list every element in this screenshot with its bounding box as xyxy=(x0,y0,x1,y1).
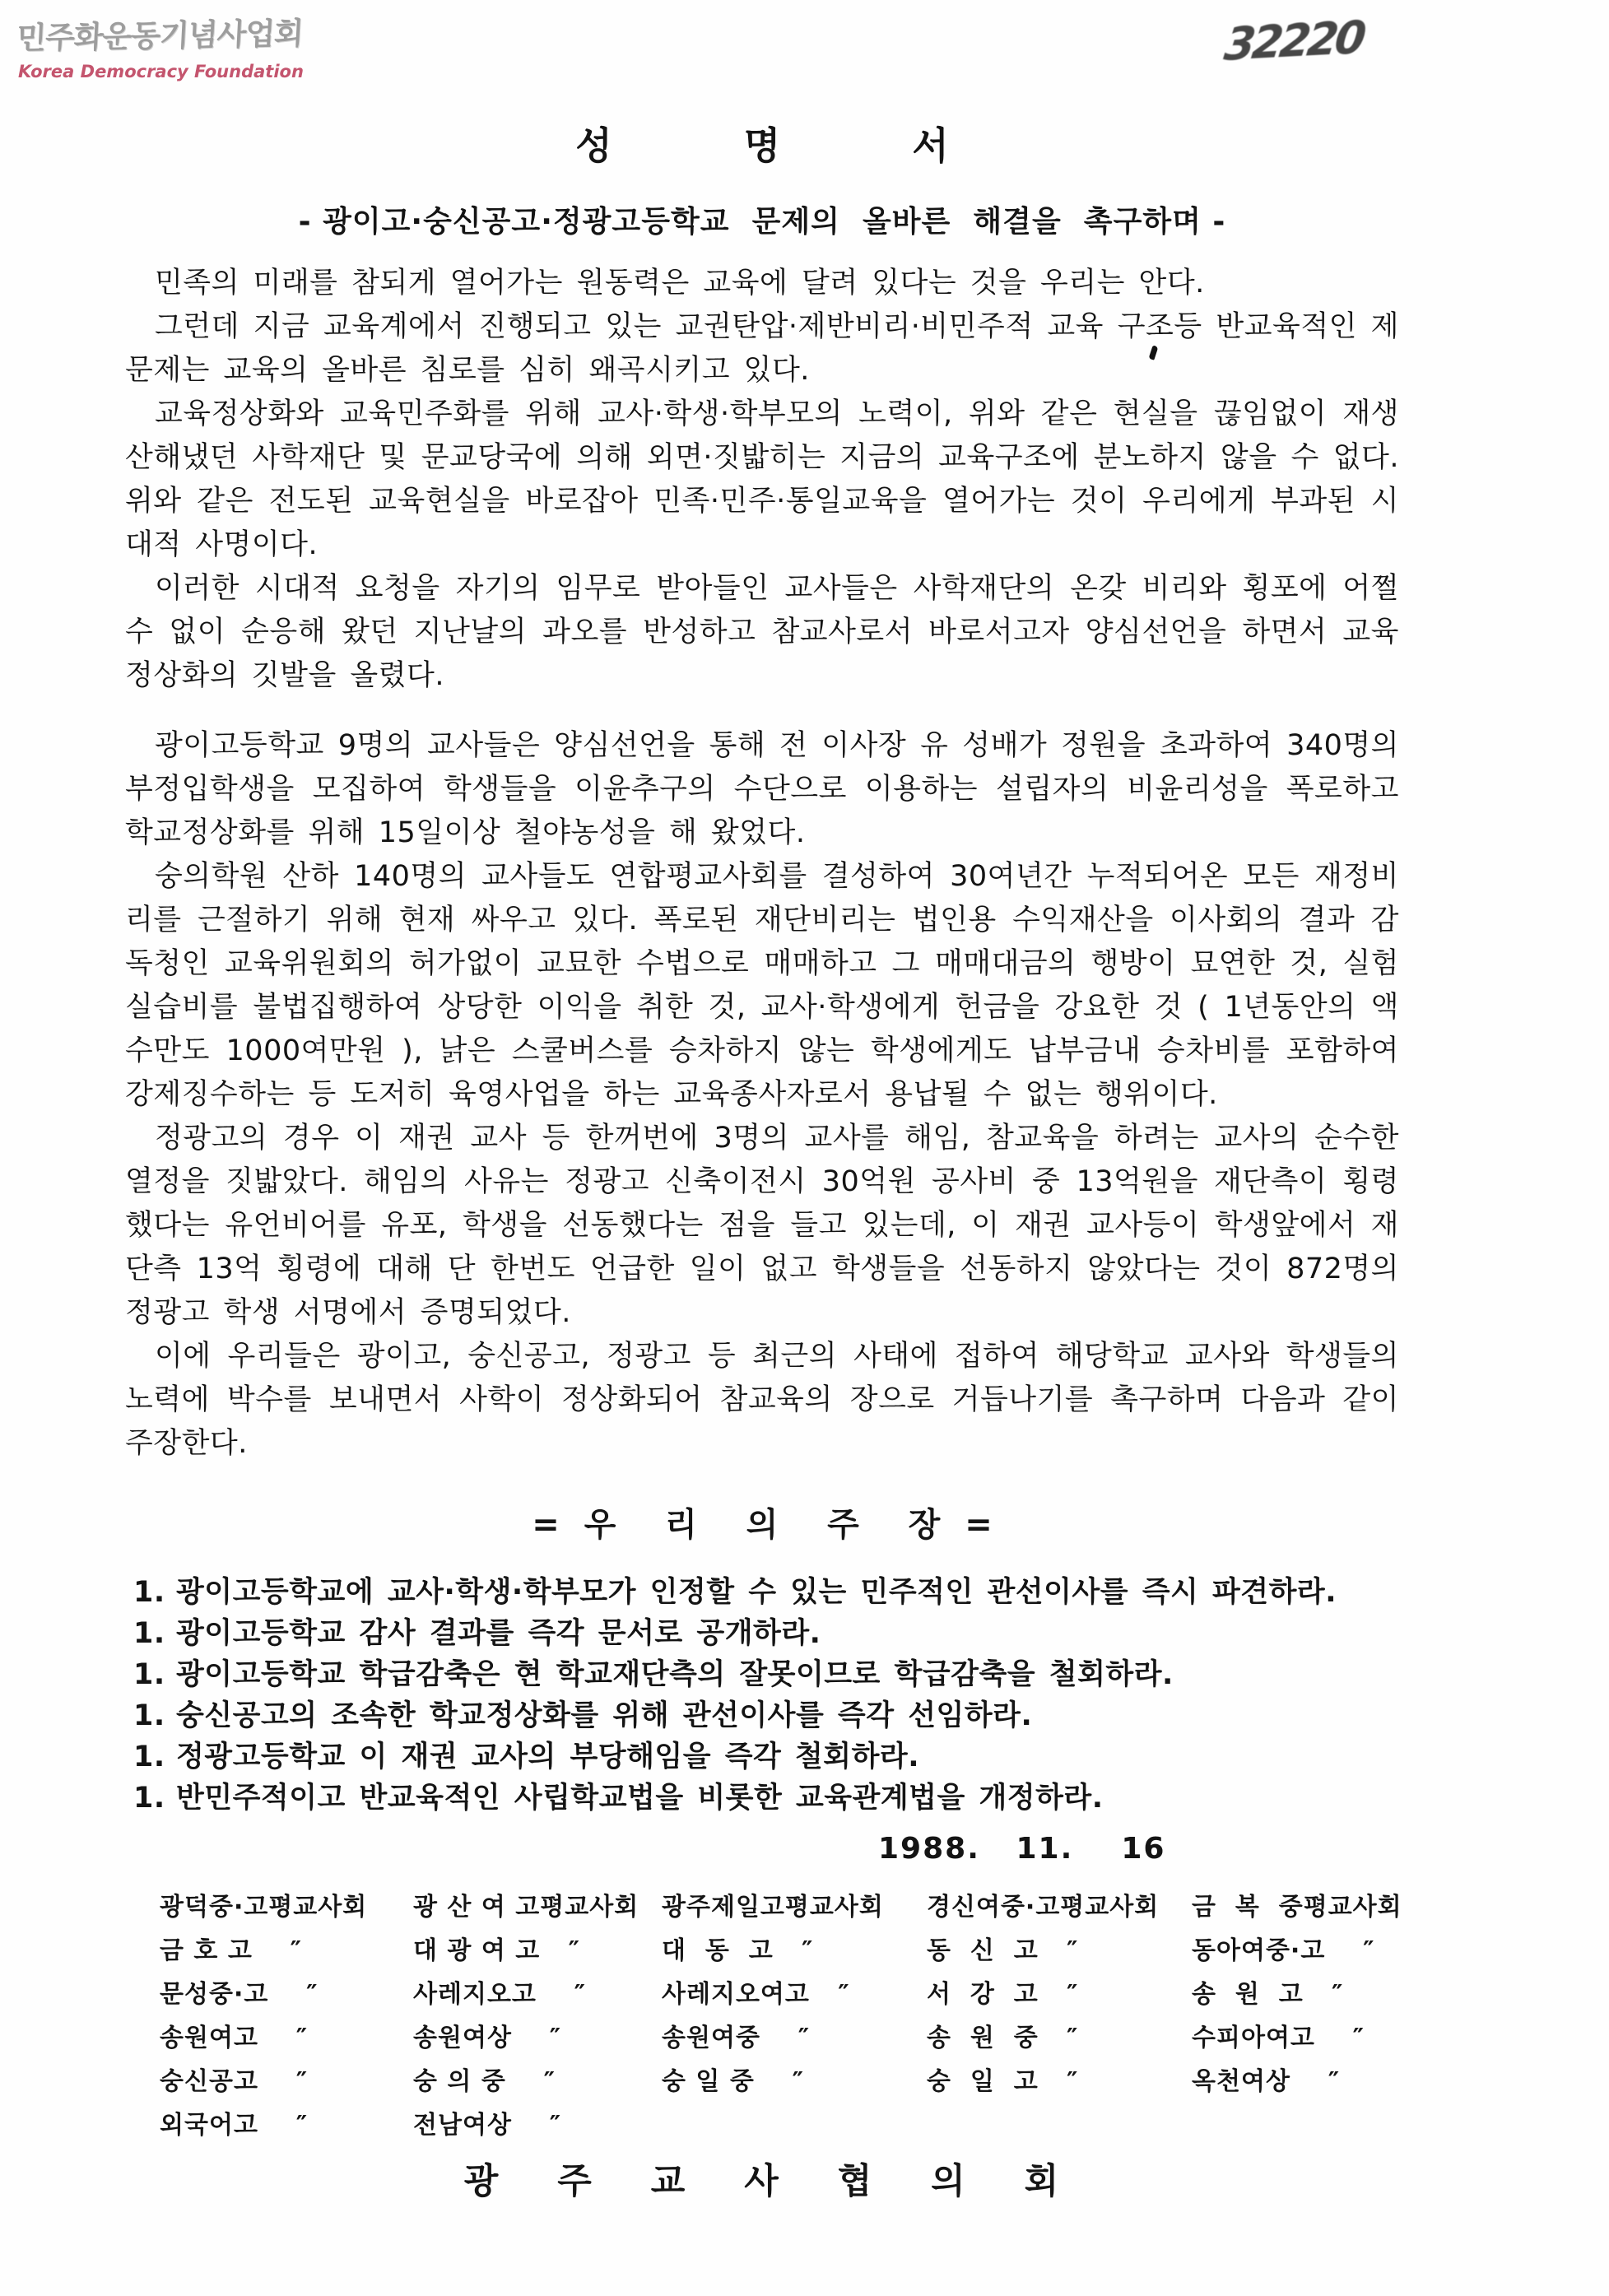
claim-text: 광이고등학교 학급감축은 현 학교재단측의 잘못이므로 학급감축을 철회하라. xyxy=(176,1658,1174,1692)
claim-text: 숭신공고의 조속한 학교정상화를 위해 관선이사를 즉각 선임하라. xyxy=(176,1699,1033,1733)
signatory-cell: 사레지오여고 ″ xyxy=(662,1980,850,2010)
paragraph: 숭의학원 산하 140명의 교사들도 연합평교사회를 결성하여 30여년간 누적되어온 모든 재정비리를 근절하기 위해 현재 싸우고 있다. 폭로된 재단비리는 법인용 수익재산을 이사회의 결과 감독청인 교육위원회의 허가없이 교묘한 수법으로 매매하고 그 매매대금의 행방이 묘연한 것, 실험실습비를 불법집행하여 상당한 이익을 취한 것, 교사·학생에게 헌금을 강요한 것 ( 1년동안의 액수만도 1000여만원 ), 낡은 스쿨버스를 승차하지 않는 학생에게도 납부금내 승차비를 포함하여 강제징수하는 등 도저히 육영사업을 하는 교육종사자로서 용납될 수 없는 행위이다. xyxy=(125,860,1399,1112)
claim-number: 1. xyxy=(133,1658,165,1692)
signatory-cell: 문성중·고 ″ xyxy=(160,1980,319,2010)
claims-heading: = 우 리 의 주 장 = xyxy=(532,1506,993,1545)
signatory-cell: 송원여상 ″ xyxy=(413,2024,562,2053)
claim-item xyxy=(133,1695,1399,1736)
signatory-cell: 옥천여상 ″ xyxy=(1192,2067,1341,2097)
signatory-cell: 숭신공고 ″ xyxy=(160,2067,309,2097)
signatory-cell: 사레지오고 ″ xyxy=(413,1980,587,2010)
paragraph: 그런데 지금 교육계에서 진행되고 있는 교권탄압·제반비리·비민주적 교육 구조등 반교육적인 제문제는 교육의 올바른 침로를 심히 왜곡시키고 있다. xyxy=(125,310,1399,388)
signatory-cell: 금 복 중평교사회 xyxy=(1192,1893,1402,1922)
signatory-cell: 숭 의 중 ″ xyxy=(413,2067,556,2097)
signatory-cell: 광덕중·고평교사회 xyxy=(160,1893,368,1922)
claim-number: 1. xyxy=(133,1699,165,1733)
claim-item xyxy=(133,1613,1399,1654)
paragraph: 민족의 미래를 참되게 열어가는 원동력은 교육에 달려 있다는 것을 우리는 안다. xyxy=(155,267,1205,300)
claim-text: 반민주적이고 반교육적인 사립학교법을 비롯한 교육관계법을 개정하라. xyxy=(176,1782,1104,1815)
signatory-cell: 전남여상 ″ xyxy=(413,2111,562,2140)
signatory-cell: 서 강 고 ″ xyxy=(927,1980,1079,2010)
signatory-cell: 대 광 여 고 ″ xyxy=(413,1936,580,1966)
claims-list xyxy=(125,1572,1399,1819)
claim-number: 1. xyxy=(133,1741,165,1774)
signatory-cell: 수피아여고 ″ xyxy=(1192,2024,1365,2053)
paragraph: 정광고의 경우 이 재권 교사 등 한꺼번에 3명의 교사를 해임, 참교육을 하려는 교사의 순수한 열정을 짓밟았다. 해임의 사유는 정광고 신축이전시 30억원 공사비 중 13억원을 재단측이 횡령했다는 유언비어를 유포, 학생을 선동했다는 점을 들고 있는데, 이 재권 교사등이 학생앞에서 재단측 13억 횡령에 대해 단 한번도 언급한 일이 없고 학생들을 선동하지 않았다는 것이 872명의 정광고 학생 서명에서 증명되었다. xyxy=(125,1122,1399,1330)
signatory-cell xyxy=(927,2103,1192,2147)
paragraph: 광이고등학교 9명의 교사들은 양심선언을 통해 전 이사장 유 성배가 정원을 초과하여 340명의 부정입학생을 모집하여 학생들을 이윤추구의 수단으로 이용하는 설립자의 비윤리성을 폭로하고 학교정상화를 위해 15일이상 철야농성을 해 왔었다. xyxy=(125,729,1399,850)
signatory-cell: 송원여고 ″ xyxy=(160,2024,309,2053)
paragraph: 이러한 시대적 요청을 자기의 임무로 받아들인 교사들은 사학재단의 온갖 비리와 횡포에 어쩔수 없이 순응해 왔던 지난날의 과오를 반성하고 참교사로서 바로서고자 양심선언을 하면서 교육정상화의 깃발을 올렸다. xyxy=(125,572,1399,693)
statement-body xyxy=(125,262,1399,1466)
claim-item xyxy=(133,1572,1399,1613)
signatory-cell: 숭 일 고 ″ xyxy=(927,2067,1079,2097)
signatory-cell: 대 동 고 ″ xyxy=(662,1936,814,1966)
signatory-cell xyxy=(1192,2103,1402,2147)
signatories-table xyxy=(125,1885,1402,2147)
statement-date: 1988. 11. 16 xyxy=(878,1832,1166,1866)
claim-text: 정광고등학교 이 재권 교사의 부당해임을 즉각 철회하라. xyxy=(176,1741,920,1774)
signatory-cell: 송 원 고 ″ xyxy=(1192,1980,1344,2010)
claim-text: 광이고등학교 감사 결과를 즉각 문서로 공개하라. xyxy=(176,1617,821,1651)
claim-item xyxy=(133,1654,1399,1695)
claim-number: 1. xyxy=(133,1782,165,1815)
signatory-cell xyxy=(662,2103,927,2147)
signatory-cell: 동아여중·고 ″ xyxy=(1192,1936,1375,1966)
document-title: 성 명 서 xyxy=(575,123,949,168)
signatory-cell: 금 호 고 ″ xyxy=(160,1936,303,1966)
kdf-logo xyxy=(18,13,304,81)
kdf-logo-english-text: Korea Democracy Foundation xyxy=(18,62,304,81)
document-subtitle: - 광이고·숭신공고·정광고등학교 문제의 올바른 해결을 촉구하며 - xyxy=(298,205,1226,239)
statement-document xyxy=(125,123,1402,2204)
claim-number: 1. xyxy=(133,1576,165,1610)
handwritten-archive-number: 32220 xyxy=(1221,11,1366,71)
paragraph: 이에 우리들은 광이고, 숭신공고, 정광고 등 최근의 사태에 접하여 해당학교 교사와 학생들의 노력에 박수를 보내면서 사학이 정상화되어 참교육의 장으로 거듭나기를 촉구하며 다음과 같이 주장한다. xyxy=(125,1340,1399,1461)
signatory-cell: 송원여중 ″ xyxy=(662,2024,811,2053)
paragraph: 교육정상화와 교육민주화를 위해 교사·학생·학부모의 노력이, 위와 같은 현실을 끊임없이 재생산해냈던 사학재단 및 문교당국에 의해 외면·짓밟히는 지금의 교육구조에 분노하지 않을 수 없다. 위와 같은 전도된 교육현실을 바로잡아 민족·민주·통일교육을 열어가는 것이 우리에게 부과된 시대적 사명이다. xyxy=(125,397,1399,562)
signatory-cell: 숭 일 중 ″ xyxy=(662,2067,805,2097)
signatory-cell: 광주제일고평교사회 xyxy=(662,1893,884,1922)
signatory-cell: 동 신 고 ″ xyxy=(927,1936,1079,1966)
signatory-cell: 외국어고 ″ xyxy=(160,2111,309,2140)
kdf-logo-korean-text: 민주화운동기념사업회 xyxy=(16,15,304,57)
claim-text: 광이고등학교에 교사·학생·학부모가 인정할 수 있는 민주적인 관선이사를 즉시 파견하라. xyxy=(176,1576,1337,1610)
issuing-organization: 광 주 교 사 협 의 회 xyxy=(463,2161,1061,2203)
claim-item xyxy=(133,1736,1399,1778)
claim-number: 1. xyxy=(133,1617,165,1651)
signatory-cell: 경신여중·고평교사회 xyxy=(927,1893,1160,1922)
signatory-cell: 송 원 중 ″ xyxy=(927,2024,1079,2053)
signatory-cell: 광 산 여 고평교사회 xyxy=(413,1893,639,1922)
claim-item xyxy=(133,1778,1399,1819)
